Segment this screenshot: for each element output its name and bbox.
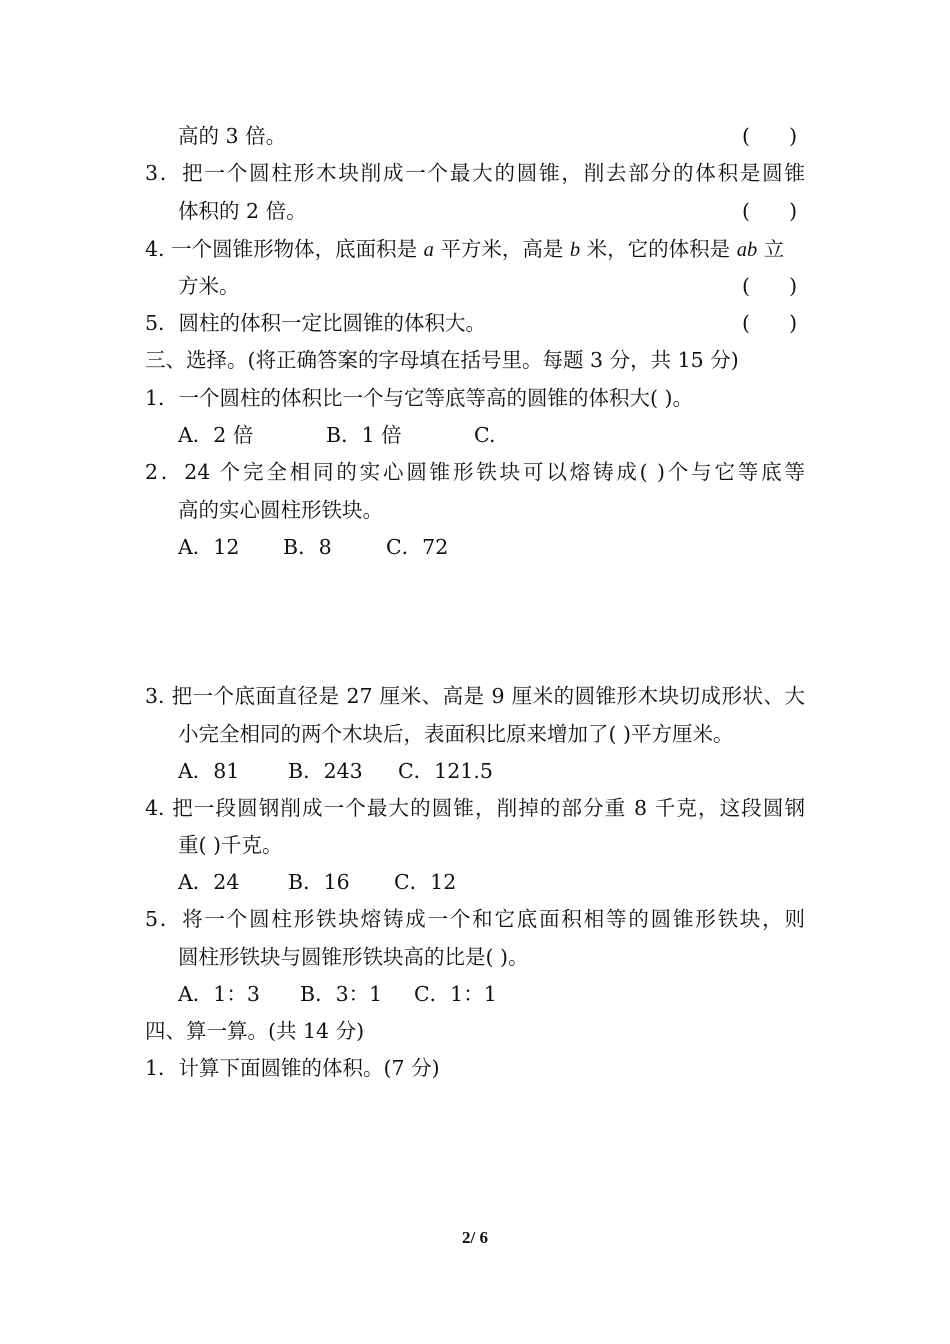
- choice-q3-line2: 小完全相同的两个木块后，表面积比原来增加了( )平方厘米。: [178, 722, 734, 746]
- choice-q2-option-a: A．12: [178, 535, 240, 559]
- choice-q4-line1: 4. 把一段圆钢削成一个最大的圆锥，削掉的部分重 8 千克，这段圆钢: [145, 796, 805, 820]
- choice-q5-line1: 5．将一个圆柱形铁块熔铸成一个和它底面积相等的圆锥形铁块，则: [145, 907, 805, 931]
- calc-q1: 1．计算下面圆锥的体积。(7 分): [145, 1056, 440, 1080]
- choice-q4-option-b: B．16: [288, 870, 350, 894]
- judge-item3-line2: 体积的 2 倍。: [178, 199, 307, 223]
- choice-q4-option-a: A．24: [178, 870, 240, 894]
- choice-q1: 1．一个圆柱的体积比一个与它等底等高的圆锥的体积大( )。: [145, 386, 694, 410]
- choice-q4-option-c: C．12: [394, 870, 457, 894]
- var-b: b: [569, 239, 581, 261]
- var-a: a: [423, 239, 434, 261]
- answer-bracket-3: ( ): [742, 199, 798, 223]
- answer-bracket-4: ( ): [742, 274, 798, 298]
- choice-q2-option-c: C．72: [386, 535, 449, 559]
- answer-bracket-2: ( ): [742, 124, 798, 148]
- choice-q5-line2: 圆柱形铁块与圆锥形铁块高的比是( )。: [178, 945, 529, 969]
- judge-item2-continuation: 高的 3 倍。: [178, 124, 287, 148]
- choice-q1-option-a: A．2 倍: [178, 423, 254, 447]
- judge-item3-line1: 3．把一个圆柱形木块削成一个最大的圆锥，削去部分的体积是圆锥: [145, 161, 805, 185]
- choice-q2-line2: 高的实心圆柱形铁块。: [178, 498, 383, 522]
- judge-item4-line2: 方米。: [178, 274, 240, 298]
- judge-item4-line1: [145, 235, 784, 264]
- judge-item4-text-b: 平方米，高是: [433, 237, 570, 261]
- choice-q2-line1: 2．24 个完全相同的实心圆锥形铁块可以熔铸成( )个与它等底等: [145, 460, 805, 484]
- judge-item4-text-a: 4. 一个圆锥形物体，底面积是: [145, 237, 424, 261]
- choice-q5-option-c: C．1：1: [414, 982, 497, 1006]
- judge-item4-text-c: 米，它的体积是: [580, 237, 737, 261]
- answer-bracket-5: ( ): [742, 311, 798, 335]
- choice-section-heading: 三、选择。(将正确答案的字母填在括号里。每题 3 分，共 15 分): [145, 348, 739, 372]
- calc-section-heading: 四、算一算。(共 14 分): [145, 1019, 365, 1043]
- var-ab: ab: [736, 239, 758, 261]
- choice-q5-option-b: B．3：1: [300, 982, 383, 1006]
- choice-q3-line1: 3. 把一个底面直径是 27 厘米、高是 9 厘米的圆锥形木块切成形状、大: [145, 684, 805, 708]
- page-number: 2/ 6: [462, 1228, 488, 1247]
- choice-q2-option-b: B．8: [283, 535, 332, 559]
- choice-q5-option-a: A．1：3: [178, 982, 260, 1006]
- choice-q4-line2: 重( )千克。: [178, 833, 283, 857]
- judge-item5: 5．圆柱的体积一定比圆锥的体积大。: [145, 311, 487, 335]
- judge-item4-text-d: 立: [757, 237, 785, 261]
- choice-q1-option-c: C.: [474, 423, 496, 447]
- choice-q3-option-c: C．121.5: [398, 759, 493, 783]
- choice-q3-option-b: B．243: [288, 759, 363, 783]
- choice-q1-option-b: B．1 倍: [326, 423, 402, 447]
- choice-q3-option-a: A．81: [178, 759, 240, 783]
